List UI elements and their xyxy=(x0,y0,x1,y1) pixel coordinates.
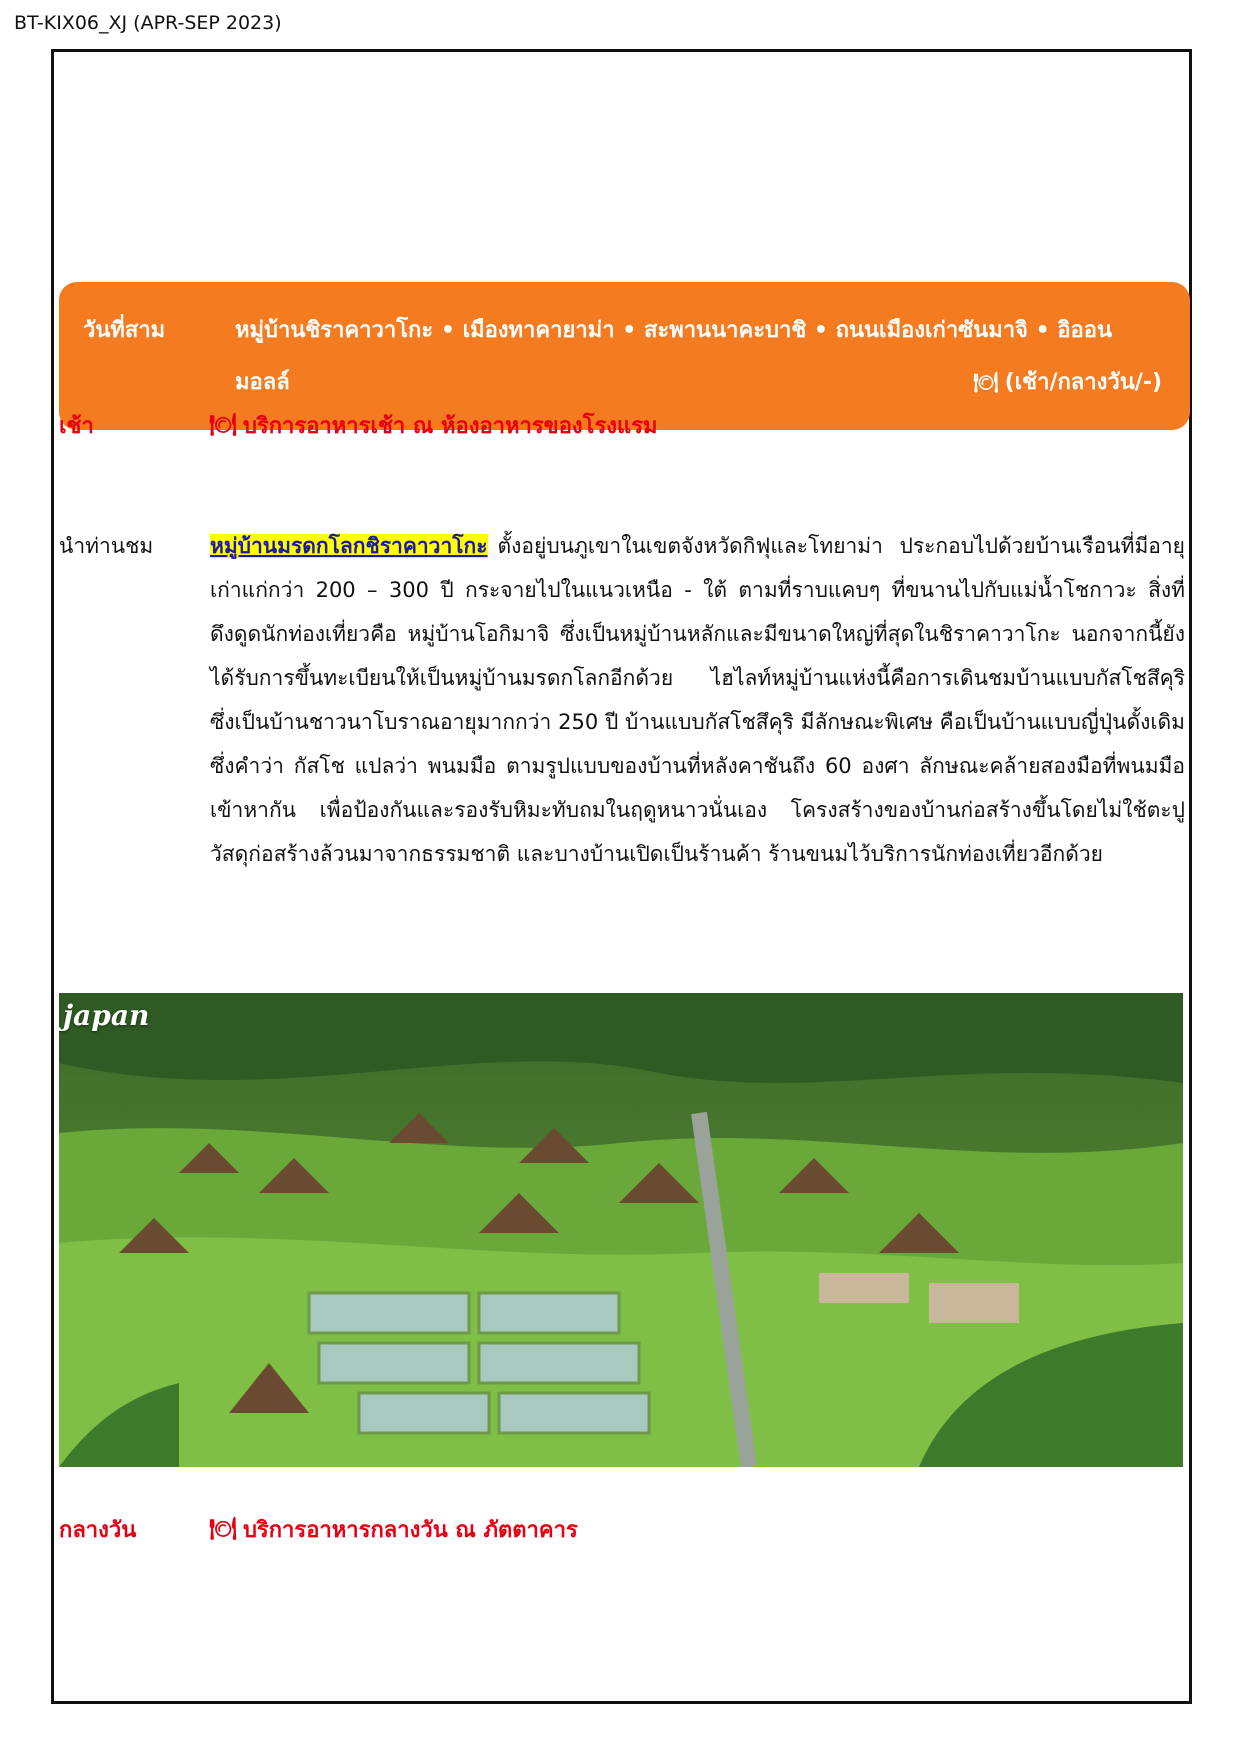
lunch-desc xyxy=(209,1512,578,1547)
tour-body-text: ตั้งอยู่บนภูเขาในเขตจังหวัดกิฟุและโทยาม่า ประกอบไปด้วยบ้านเรือนที่มีอายุเก่าแก่กว่า 200 – 300 ปี กระจายไปในแนวเหนือ - ใต้ ตามที่ราบแคบๆ ที่ขนานไปกับแม่น้ำโชกาวะ สิ่งที่ดึงดูดนักท่องเที่ยวคือ หมู่บ้านโอกิมาจิ ซึ่งเป็นหมู่บ้านหลักและมีขนาดใหญ่ที่สุดในชิราคาวาโกะ นอกจากนี้ยังได้รับการขึ้นทะเบียนให้เป็นหมู่บ้านมรดกโลกอีกด้วย ไฮไลท์หมู่บ้านแห่งนี้คือการเดินชมบ้านแบบกัสโชสึคุริ ซึ่งเป็นบ้านชาวนาโบราณอายุมากกว่า 250 ปี บ้านแบบกัสโชสึคุริ มีลักษณะพิเศษ คือเป็นบ้านแบบญี่ปุ่นดั้งเดิม ซึ่งคำว่า กัสโช แปลว่า พนมมือ ตามรูปแบบของบ้านที่หลังคาชันถึง 60 องศา ลักษณะคล้ายสองมือที่พนมมือเข้าหากัน เพื่อป้องกันและรองรับหิมะทับถมในฤดูหนาวนั่นเอง โครงสร้างของบ้านก่อสร้างขึ้นโดยไม่ใช้ตะปู วัสดุก่อสร้างล้วนมาจากธรรมชาติ และบางบ้านเปิดเป็นร้านค้า ร้านขนมไว้บริการนักท่องเที่ยวอีกด้วย xyxy=(210,534,1185,866)
watermark: japan xyxy=(63,999,150,1032)
day-label: วันที่สาม xyxy=(83,318,166,343)
plate-cutlery-icon: 🍽 xyxy=(209,1517,237,1542)
shirakawago-landscape-image xyxy=(59,993,1183,1467)
lunch-text: บริการอาหารกลางวัน ณ ภัตตาคาร xyxy=(242,1518,578,1543)
tour-description xyxy=(210,524,1185,876)
breakfast-text: บริการอาหารเช้า ณ ห้องอาหารของโรงแรม xyxy=(242,414,658,439)
breakfast-desc xyxy=(209,408,658,443)
lunch-row xyxy=(59,1512,1179,1542)
lunch-label: กลางวัน xyxy=(59,1518,137,1543)
meals-text: (เช้า/กลางวัน/-) xyxy=(1004,370,1162,395)
day-route-line1: หมู่บ้านชิราคาวาโกะ • เมืองทาคายาม่า • สะพานนาคะบาชิ • ถนนเมืองเก่าซันมาจิ • อิออน xyxy=(235,318,1112,343)
plate-cutlery-icon: 🍽 xyxy=(973,369,999,394)
meals-summary xyxy=(973,364,1162,399)
village-photo xyxy=(59,993,1183,1467)
day-route-line2: มอลล์ xyxy=(235,370,290,395)
breakfast-row xyxy=(59,408,1179,438)
tour-highlight: หมู่บ้านมรดกโลกชิราคาวาโกะ xyxy=(210,534,488,558)
plate-cutlery-icon: 🍽 xyxy=(209,413,237,438)
document-code: BT-KIX06_XJ (APR-SEP 2023) xyxy=(14,12,282,34)
tour-label: นำท่านชม xyxy=(59,534,154,558)
breakfast-label: เช้า xyxy=(59,414,94,439)
